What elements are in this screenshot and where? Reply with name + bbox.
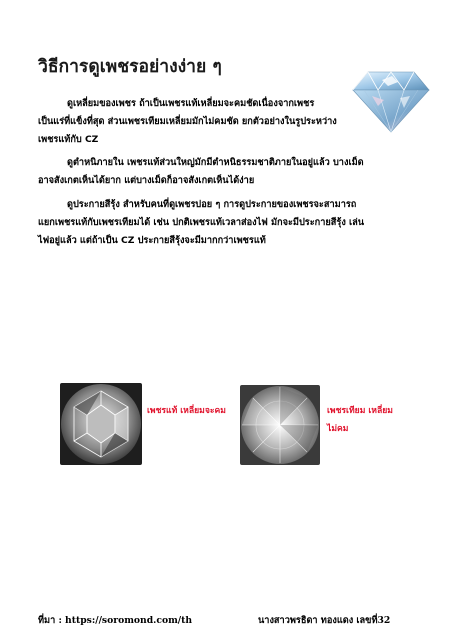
source-footer: ที่มา : https://soromond.com/th [38,615,193,626]
paragraph-fire [38,196,364,250]
page-title: วิธีการดูเพชรอย่างง่าย ๆ [38,57,222,77]
paragraph-line: เพชรแท้กับ CZ [38,134,99,145]
paragraph-line: ไฟอยู่แล้ว แต่ถ้าเป็น CZ ประกายสีรุ้งจะมีมากกว่าเพชรแท้ [38,235,266,246]
author-footer: นางสาวพรธิดา ทองแดง เลขที่32 [258,615,391,626]
fake-diamond-caption [327,402,393,438]
caption-line: เพชรเทียม เหลี่ยม [327,406,393,416]
paragraph-line: เป็นแร่ที่แข็งที่สุด ส่วนเพชรเทียมเหลี่ยมมักไม่คมชัด ยกตัวอย่างในรูประหว่าง [38,116,337,127]
fake-diamond-photo [240,385,320,465]
diamond-illustration [352,66,430,134]
paragraph-line: แยกเพชรแท้กับเพชรเทียมได้ เช่น ปกติเพชรแท้เวลาส่องไฟ มักจะมีประกายสีรุ้ง เล่น [38,217,365,228]
paragraph-line: ดูประกายสีรุ้ง สำหรับคนที่ดูเพชรบ่อย ๆ การดูประกายของเพชรจะสามารถ [67,199,357,210]
paragraph-inclusions [38,154,364,190]
caption-line: ไม่คม [327,424,349,434]
paragraph-line: อาจสังเกตเห็นได้ยาก แต่บางเม็ดก็อาจสังเกตเห็นได้ง่าย [38,175,255,186]
real-diamond-photo [60,383,142,465]
paragraph-facets [38,95,337,149]
real-diamond-caption: เพชรแท้ เหลี่ยมจะคม [147,406,226,416]
paragraph-line: ดูตำหนิภายใน เพชรแท้ส่วนใหญ่มักมีตำหนิธรรมชาติภายในอยู่แล้ว บางเม็ด [67,157,364,168]
paragraph-line: ดูเหลี่ยมของเพชร ถ้าเป็นเพชรแท้เหลี่ยมจะคมชัดเนื่องจากเพชร [67,98,315,109]
